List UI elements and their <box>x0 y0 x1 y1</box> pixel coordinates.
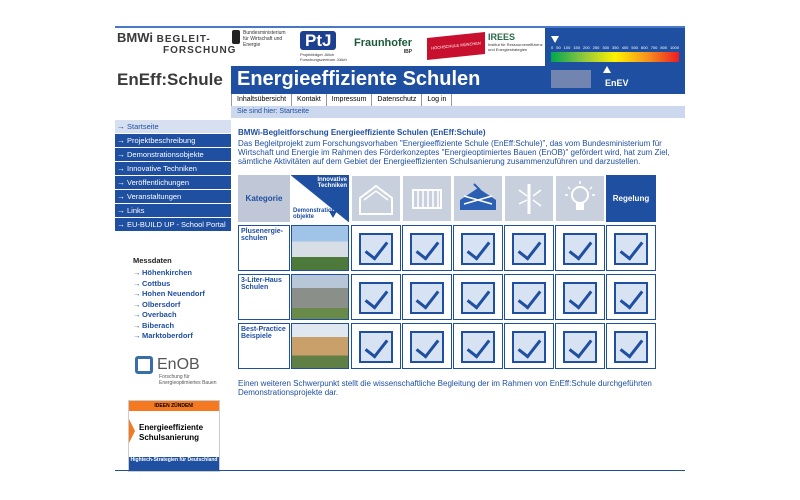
school-photo[interactable] <box>291 274 349 320</box>
banner-title: Energieeffiziente Schulsanierung <box>139 423 204 442</box>
page-title-bar <box>231 66 545 94</box>
window-shading-icon[interactable] <box>504 175 554 222</box>
matrix-row-plusenergie <box>238 225 660 271</box>
sidebar-item-veranstaltungen[interactable]: → Veranstaltungen <box>115 190 231 203</box>
brand-forschung: FORSCHUNG <box>163 45 237 56</box>
irees-logo-subtext: Institut für Ressourceneffizienz und Energiestrategien <box>488 42 543 52</box>
checkmark-icon <box>461 233 495 265</box>
fraunhofer-logo-text: Fraunhofer <box>354 37 413 49</box>
eagle-icon <box>232 30 240 44</box>
check-cell[interactable] <box>351 323 401 369</box>
schulsanierung-banner[interactable] <box>128 400 220 472</box>
check-cell[interactable] <box>555 225 605 271</box>
messdaten-link-hoehenkirchen[interactable]: → Höhenkirchen <box>133 268 231 279</box>
sidebar-item-links[interactable]: → Links <box>115 204 231 217</box>
checkmark-icon <box>512 282 546 314</box>
enob-subtitle: Forschung für Energieoptimiertes Bauen <box>159 374 217 386</box>
banner-arrow-icon <box>129 419 135 443</box>
page-title: Energieeffiziente Schulen <box>237 68 481 90</box>
building-envelope-icon[interactable] <box>351 175 401 222</box>
sidebar-item-startseite[interactable]: → Startseite <box>115 120 231 133</box>
breadcrumb: Sie sind hier: Startseite <box>231 106 685 118</box>
row-label[interactable]: Plusenergie-schulen <box>238 225 290 271</box>
ptj-logo-subtext: Projektträger Jülich Forschungszentrum Jülich <box>300 52 347 62</box>
brand-bmwi: BMWi <box>117 30 153 45</box>
row-label[interactable]: Best-Practice Beispiele <box>238 323 290 369</box>
fraunhofer-logo[interactable] <box>354 37 412 55</box>
checkmark-icon <box>410 331 444 363</box>
energy-scale-number: 300 <box>602 45 610 50</box>
sidebar-item-innovative-techniken[interactable]: → Innovative Techniken <box>115 162 231 175</box>
checkmark-icon <box>461 331 495 363</box>
check-cell[interactable] <box>402 323 452 369</box>
energy-scale-number: 700 <box>650 45 658 50</box>
energy-scale-number: 200 <box>583 45 590 50</box>
energy-scale-number: 350 <box>612 45 619 50</box>
innov-top-label: Innovative Techniken <box>317 177 347 189</box>
school-photo[interactable] <box>291 225 349 271</box>
kategorie-header: Kategorie <box>238 175 290 222</box>
messdaten-link-hohen-neuendorf[interactable]: → Hohen Neuendorf <box>133 289 231 300</box>
topnav-login[interactable]: Log in <box>422 94 452 106</box>
building-photo-strip <box>551 70 591 88</box>
checkmark-icon <box>359 233 393 265</box>
energy-scale-numbers <box>551 45 679 50</box>
topnav-inhaltsuebersicht[interactable]: Inhaltsübersicht <box>231 94 292 106</box>
sidebar-nav <box>115 120 231 232</box>
energy-scale-number: 800 <box>660 45 668 50</box>
subbrand-title[interactable]: EnEff:Schule <box>115 66 233 94</box>
messdaten-link-biberach[interactable]: → Biberach <box>133 321 231 332</box>
messdaten-link-overbach[interactable]: → Overbach <box>133 310 231 321</box>
energy-scale-number: 100 <box>563 45 571 50</box>
check-cell[interactable] <box>351 225 401 271</box>
school-photo[interactable] <box>291 323 349 369</box>
check-cell[interactable] <box>504 225 554 271</box>
check-cell[interactable] <box>555 274 605 320</box>
banner-bottom-text: Hightech-Strategien für Deutschland <box>129 457 219 471</box>
ventilation-icon[interactable] <box>453 175 503 222</box>
energy-scale-bar <box>551 52 679 62</box>
sidebar-item-demonstrationsobjekte[interactable]: → Demonstrationsobjekte <box>115 148 231 161</box>
energy-scale-number: 600 <box>641 45 648 50</box>
check-cell[interactable] <box>555 323 605 369</box>
check-cell[interactable] <box>453 323 503 369</box>
checkmark-icon <box>614 331 648 363</box>
category-matrix <box>238 175 660 372</box>
regelung-header[interactable]: Regelung <box>606 175 656 222</box>
messdaten-link-cottbus[interactable]: → Cottbus <box>133 279 231 290</box>
energy-scale-number: 500 <box>631 45 639 50</box>
checkmark-icon <box>359 331 393 363</box>
brand-logo[interactable] <box>117 30 237 56</box>
check-cell[interactable] <box>351 274 401 320</box>
check-cell[interactable] <box>606 225 656 271</box>
check-cell[interactable] <box>453 225 503 271</box>
topnav-impressum[interactable]: Impressum <box>327 94 373 106</box>
intro-paragraph: Das Begleitprojekt zum Forschungsvorhaben "Energieeffiziente Schule (EnEff:Schule)", das vom Bundesministerium für Wirtschaft und Energie im Rahmen des Förderkonzeptes "Energieoptimiertes Bauen (EnOB)" gefördert wird, hat zum Ziel, sämtliche Aktivitäten auf dem Gebiet der Energieeffizienten Schulsanierung zusammenzuführen und darzustellen. <box>238 139 670 166</box>
intro-heading: BMWi-Begleitforschung Energieeffiziente Schulen (EnEff:Schule) <box>238 128 486 137</box>
check-cell[interactable] <box>402 274 452 320</box>
topnav-datenschutz[interactable]: Datenschutz <box>372 94 422 106</box>
check-cell[interactable] <box>606 274 656 320</box>
radiator-icon[interactable] <box>402 175 452 222</box>
sidebar-item-projektbeschreibung[interactable]: → Projektbeschreibung <box>115 134 231 147</box>
enev-label: EnEV <box>605 78 629 88</box>
checkmark-icon <box>461 282 495 314</box>
check-cell[interactable] <box>402 225 452 271</box>
checkmark-icon <box>614 282 648 314</box>
topnav-kontakt[interactable]: Kontakt <box>292 94 327 106</box>
row-label[interactable]: 3-Liter-Haus Schulen <box>238 274 290 320</box>
checkmark-icon <box>563 233 597 265</box>
arrow-down-icon <box>551 36 559 43</box>
messdaten-link-olbersdorf[interactable]: → Olbersdorf <box>133 300 231 311</box>
top-navigation <box>231 94 685 106</box>
outro-paragraph: Einen weiteren Schwerpunkt stellt die wissenschaftliche Begleitung der im Rahmen von EnEff:Schule durchgeführten Demonstrationsprojekte dar. <box>238 379 652 397</box>
arrow-up-icon <box>603 66 611 73</box>
light-bulb-icon[interactable] <box>555 175 605 222</box>
innovative-techniken-header[interactable] <box>291 175 349 222</box>
sidebar-item-eu-build-up[interactable]: → EU-BUILD UP - School Portal <box>115 218 231 231</box>
bmwi-logo[interactable] <box>232 30 292 60</box>
arrow-down-icon <box>329 211 337 218</box>
energy-scale-number: 400 <box>621 45 629 50</box>
brand-begleit: BEGLEIT- <box>156 34 211 45</box>
hochschule-muenchen-logo[interactable] <box>427 32 485 60</box>
energy-scale-number: 50 <box>556 45 561 50</box>
bmwi-logo-text: Bundesministerium für Wirtschaft und Energie <box>243 30 286 48</box>
checkmark-icon <box>410 282 444 314</box>
irees-logo[interactable] <box>488 32 543 52</box>
innov-bottom-label: Demonstrations-objekte <box>293 208 341 220</box>
fraunhofer-logo-subtext: IBP <box>403 49 413 55</box>
enob-logo-text: EnOB <box>157 356 200 373</box>
check-cell[interactable] <box>606 323 656 369</box>
messdaten-title: Messdaten <box>133 256 172 265</box>
checkmark-icon <box>512 331 546 363</box>
energy-scale-number: 150 <box>573 45 581 50</box>
checkmark-icon <box>563 282 597 314</box>
check-cell[interactable] <box>453 274 503 320</box>
banner-top-text: IDEEN ZÜNDEN! <box>129 401 219 411</box>
matrix-row-3-liter-haus <box>238 274 660 320</box>
ptj-logo-text: PtJ <box>300 31 336 50</box>
energy-scale-graphic <box>545 28 685 94</box>
enob-icon <box>135 356 153 374</box>
matrix-header-row <box>238 175 660 222</box>
enob-logo[interactable] <box>135 356 225 386</box>
check-cell[interactable] <box>504 274 554 320</box>
sidebar-item-veroeffentlichungen[interactable]: → Veröffentlichungen <box>115 176 231 189</box>
checkmark-icon <box>359 282 393 314</box>
bottom-border <box>115 470 685 471</box>
check-cell[interactable] <box>504 323 554 369</box>
checkmark-icon <box>614 233 648 265</box>
energy-scale-number: 0 <box>551 45 554 50</box>
energy-scale-number: 250 <box>592 45 600 50</box>
messdaten-link-marktoberdorf[interactable]: → Marktoberdorf <box>133 331 231 342</box>
energy-scale-number: 1000 <box>670 45 679 50</box>
matrix-row-best-practice <box>238 323 660 369</box>
checkmark-icon <box>410 233 444 265</box>
hm-logo-text: HOCHSCHULE MÜNCHEN <box>431 40 481 51</box>
checkmark-icon <box>563 331 597 363</box>
checkmark-icon <box>512 233 546 265</box>
irees-logo-text: IREES <box>488 32 516 42</box>
messdaten-panel <box>133 256 231 342</box>
ptj-logo[interactable] <box>300 31 350 62</box>
